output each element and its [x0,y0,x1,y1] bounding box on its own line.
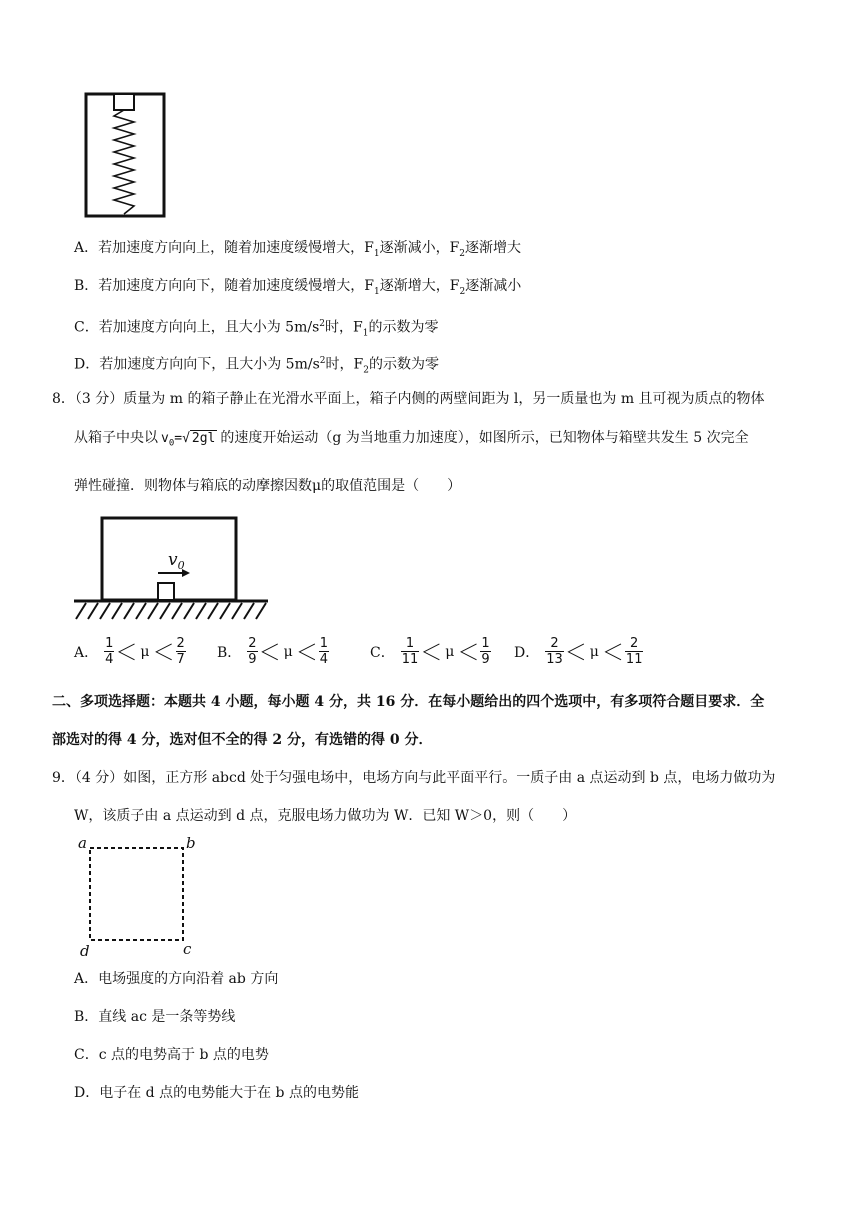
section2-heading-line2: 部选对的得 4 分，选对但不全的得 2 分，有选错的得 0 分． [52,732,433,748]
svg-text:v0: $v_0$ [168,550,185,572]
q9-option-d[interactable]: D．电子在 d 点的电势能大于在 b 点的电势能 [74,1085,359,1101]
q7-option-b[interactable]: B．若加速度方向向下，随着加速度缓慢增大，$F_1$逐渐增大，$F_2$逐渐减小 [74,278,522,297]
box-on-floor-figure [72,515,272,623]
q7-option-c[interactable]: C．若加速度方向向上，且大小为 $5m/s^2$时，$F_1$的示数为零 [74,319,439,339]
q9-option-a[interactable]: A．电场强度的方向沿着 ab 方向 [74,971,279,987]
square-abcd-figure [72,836,202,960]
fraction: $\frac{2}{11}$ [625,636,643,667]
fraction: $\frac{1}{4}$ [319,636,328,667]
q8-option-b[interactable]: B． $\frac{2}{9}$ ＜ μ ＜ $\frac{1}{4}$ [217,636,328,667]
svg-text:c: c [183,940,192,958]
q9-stem-line1: 9．（4 分）如图，正方形 abcd 处于匀强电场中，电场方向与此平面平行。一质子由 a 点运动到 b 点，电场力做功为 [52,770,776,786]
spring-box-figure [78,90,170,220]
q7-option-a[interactable]: A．若加速度方向向上，随着加速度缓慢增大，$F_1$逐渐减小，$F_2$逐渐增大 [74,240,522,259]
svg-text:a: a [78,836,87,852]
q8-option-c[interactable]: C． $\frac{1}{11}$ ＜ μ ＜ $\frac{1}{9}$ [370,636,490,667]
q7-option-d[interactable]: D．若加速度方向向下，且大小为 $5m/s^2$时，$F_2$的示数为零 [74,356,439,376]
fraction: $\frac{2}{7}$ [176,636,185,667]
q9-stem-line2: W，该质子由 a 点运动到 d 点，克服电场力做功为 W．已知 W＞0，则（ ） [74,808,577,824]
q8-stem-line1: 8．（3 分）质量为 m 的箱子静止在光滑水平面上，箱子内侧的两壁间距为 l，另一质量也为 m 且可视为质点的物体 [52,391,765,407]
fraction: $\frac{1}{4}$ [105,636,114,667]
q8-option-a[interactable]: A． $\frac{1}{4}$ ＜ μ ＜ $\frac{2}{7}$ [74,636,185,667]
fraction: $\frac{2}{13}$ [546,636,563,667]
q9-option-c[interactable]: C．c 点的电势高于 b 点的电势 [74,1047,269,1063]
section2-heading-line1: 二、多项选择题：本题共 4 小题，每小题 4 分，共 16 分．在每小题给出的四个选项中，有多项符合题目要求．全 [52,694,765,710]
v0-formula: $v_0=√$ 2gl [161,431,216,449]
svg-text:b: b [186,836,196,852]
q8-option-d[interactable]: D． $\frac{2}{13}$ ＜ μ ＜ $\frac{2}{11}$ [514,636,643,667]
fraction: $\frac{2}{9}$ [248,636,257,667]
q8-stem-line3: 弹性碰撞．则物体与箱底的动摩擦因数μ的取值范围是（ ） [74,478,462,494]
svg-text:d: d [80,942,90,960]
q9-option-b[interactable]: B．直线 ac 是一条等势线 [74,1009,236,1025]
q8-stem-line2: 从箱子中央以 $v_0=√$ 2gl 的速度开始运动（g 为当地重力加速度），如图所示，已知物体与箱壁共发生 5 次完全 [74,430,749,449]
fraction: $\frac{1}{11}$ [401,636,419,667]
fraction: $\frac{1}{9}$ [481,636,490,667]
